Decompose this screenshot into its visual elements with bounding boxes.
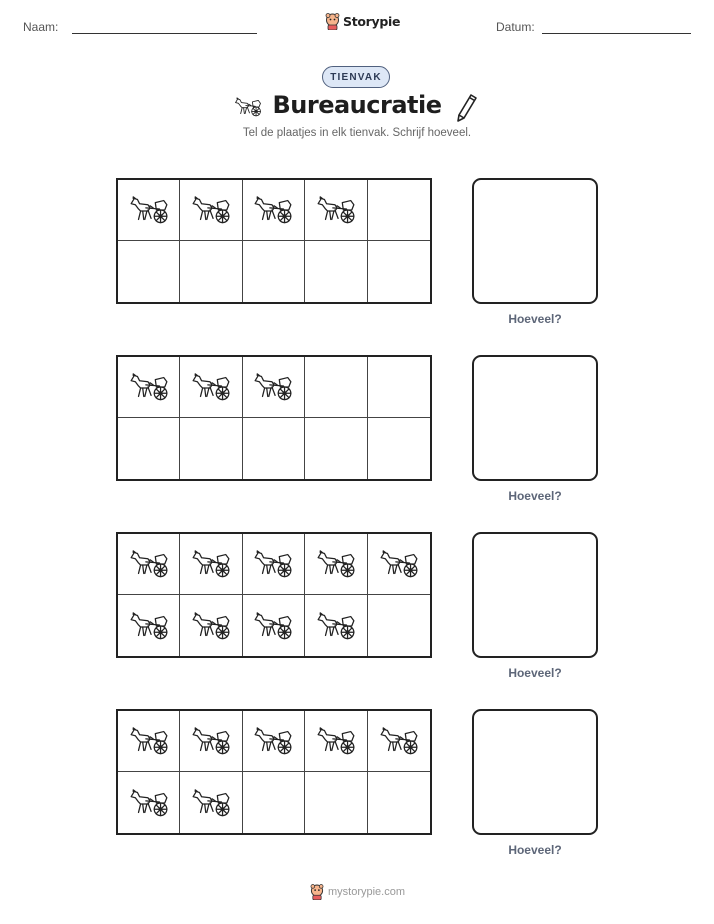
answer-box[interactable] [472,355,598,481]
ten-frame-cell [305,595,367,656]
date-label: Datum: [496,20,535,34]
horse-carriage-icon [128,548,170,580]
horse-carriage-icon [128,371,170,403]
name-label: Naam: [23,20,59,34]
date-field[interactable] [542,33,691,34]
horse-carriage-icon [315,548,357,580]
ten-frame-cell [243,241,305,302]
answer-label: Hoeveel? [508,312,562,326]
ten-frame [116,355,432,481]
horse-carriage-icon [190,725,232,757]
ten-frame [116,709,432,835]
storypie-mascot-icon [325,13,340,30]
ten-frame-cell [180,357,242,418]
ten-frame-cell [118,595,180,656]
ten-frame-cell [305,241,367,302]
ten-frame-cell [305,534,367,595]
ten-frame-cell [368,241,430,302]
ten-frame-cell [243,595,305,656]
ten-frame [116,178,432,304]
ten-frame-cell [243,711,305,772]
answer-box[interactable] [472,709,598,835]
ten-frame-cell [118,711,180,772]
ten-frame [116,532,432,658]
horse-carriage-icon [252,725,294,757]
horse-carriage-icon [315,610,357,642]
footer [310,884,405,900]
ten-frame-cell [180,241,242,302]
ten-frame-cell [243,357,305,418]
ten-frame-cell [243,534,305,595]
ten-frame-cell [368,534,430,595]
pencil-icon [455,92,479,122]
ten-frame-cell [243,418,305,479]
answer-label: Hoeveel? [508,666,562,680]
horse-carriage-icon [252,610,294,642]
ten-frame-cell [305,180,367,241]
horse-carriage-icon [252,371,294,403]
ten-frame-cell [305,772,367,833]
instruction-text: Tel de plaatjes in elk tienvak. Schrijf hoeveel. [242,127,472,139]
ten-frame-cell [305,711,367,772]
brand-name: Storypie [343,14,401,29]
horse-carriage-icon [378,725,420,757]
footer-url: mystorypie.com [328,886,406,898]
horse-carriage-icon [128,787,170,819]
ten-frame-cell [243,180,305,241]
ten-frame-cell [368,180,430,241]
horse-carriage-icon [190,194,232,226]
ten-frame-cell [180,711,242,772]
horse-carriage-icon [190,787,232,819]
ten-frame-cell [118,180,180,241]
ten-frame-cell [180,772,242,833]
answer-box[interactable] [472,532,598,658]
horse-carriage-icon [128,194,170,226]
answer-label: Hoeveel? [508,489,562,503]
brand-logo [325,13,400,30]
ten-frame-cell [305,418,367,479]
ten-frame-cell [368,357,430,418]
worksheet-type-badge: TIENVAK [322,66,390,88]
ten-frame-cell [180,418,242,479]
horse-carriage-icon [315,725,357,757]
horse-carriage-icon [190,548,232,580]
ten-frame-cell [118,357,180,418]
ten-frame-cell [368,711,430,772]
ten-frame-cell [118,418,180,479]
name-field[interactable] [72,33,257,34]
ten-frame-cell [368,418,430,479]
horse-carriage-icon [252,194,294,226]
ten-frame-cell [368,772,430,833]
horse-carriage-icon [190,371,232,403]
horse-carriage-icon [252,548,294,580]
answer-box[interactable] [472,178,598,304]
ten-frame-cell [180,180,242,241]
horse-carriage-icon [128,725,170,757]
answer-label: Hoeveel? [508,843,562,857]
ten-frame-cell [243,772,305,833]
ten-frame-cell [118,772,180,833]
horse-carriage-icon [128,610,170,642]
storypie-mascot-icon [310,884,324,900]
horse-carriage-icon [378,548,420,580]
horse-carriage-icon [190,610,232,642]
ten-frame-cell [180,534,242,595]
horse-carriage-icon [315,194,357,226]
ten-frame-cell [305,357,367,418]
ten-frame-cell [368,595,430,656]
ten-frame-cell [118,534,180,595]
page-title: Bureaucratie [272,91,442,119]
ten-frame-cell [180,595,242,656]
ten-frame-cell [118,241,180,302]
